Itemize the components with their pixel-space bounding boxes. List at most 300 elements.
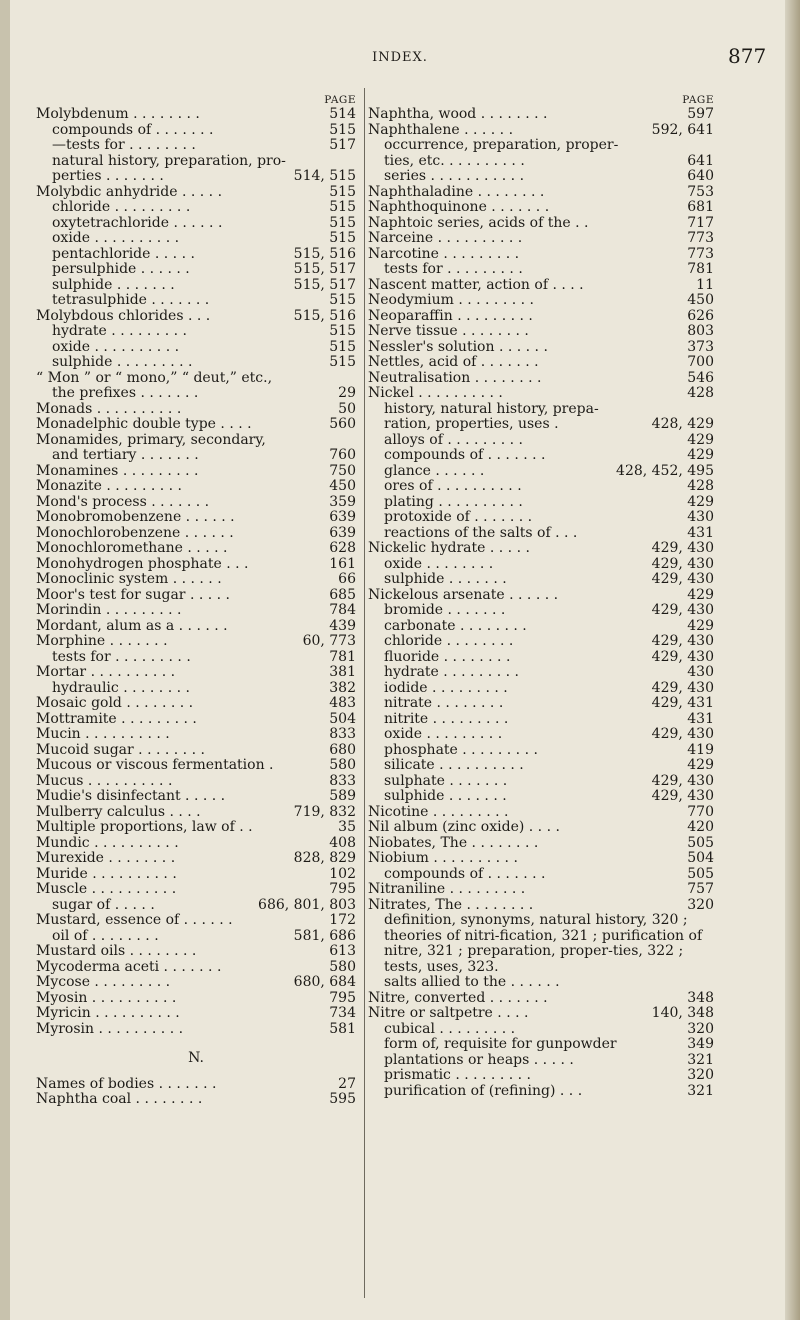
- page-number: 877: [728, 44, 767, 68]
- entry-page-number: 760: [326, 448, 356, 464]
- index-entry: [36, 154, 356, 170]
- entry-page-number: 381: [326, 665, 356, 681]
- index-entry: [368, 634, 714, 650]
- index-entry: [36, 634, 356, 650]
- entry-page-number: 833: [326, 774, 356, 790]
- index-entry: [368, 789, 714, 805]
- entry-text: Mucin . . . . . . . . . .: [36, 726, 170, 742]
- index-entry: [368, 665, 714, 681]
- entry-text: Mordant, alum as a . . . . . .: [36, 617, 228, 634]
- entry-text: Nil album (zinc oxide) . . . .: [368, 819, 560, 835]
- index-entry: [36, 262, 356, 278]
- index-entry: [36, 123, 356, 139]
- entry-page-number: 429, 430: [649, 727, 714, 743]
- entry-page-number: 50: [335, 402, 356, 418]
- entry-page-number: 717: [684, 216, 714, 232]
- entry-text: Neodymium . . . . . . . . .: [368, 292, 534, 308]
- index-entry: [36, 340, 356, 356]
- index-entry: [368, 510, 714, 526]
- entry-text: bromide . . . . . . .: [384, 602, 506, 618]
- index-entry: [368, 1053, 714, 1069]
- entry-page-number: 515, 517: [291, 262, 356, 278]
- index-entry: [36, 169, 356, 185]
- entry-text: oxide . . . . . . . . . .: [52, 230, 180, 246]
- entry-text: Monoclinic system . . . . . .: [36, 571, 222, 587]
- entry-page-number: 770: [684, 805, 714, 821]
- entry-page-number: 431: [684, 526, 714, 542]
- index-entry: [368, 975, 714, 991]
- entry-text: nitrite . . . . . . . . .: [384, 710, 509, 727]
- index-entry: [36, 107, 356, 123]
- entry-page-number: 515: [326, 293, 356, 309]
- index-entry: [36, 324, 356, 340]
- entry-text: Monamines . . . . . . . . .: [36, 462, 199, 479]
- entry-text: occurrence, preparation, proper-: [384, 137, 619, 153]
- section-letter: N.: [188, 1050, 204, 1066]
- entry-page-number: 373: [684, 340, 714, 356]
- entry-page-number: 639: [326, 526, 356, 542]
- entry-page-number: 321: [684, 1084, 714, 1100]
- index-entry: [36, 386, 356, 402]
- entry-page-number: 595: [326, 1092, 356, 1108]
- entry-text: Mundic . . . . . . . . . .: [36, 834, 179, 851]
- entry-page-number: 504: [326, 712, 356, 728]
- entry-page-number: 686, 801, 803: [255, 898, 356, 914]
- index-entry: [36, 882, 356, 898]
- entry-text: Niobates, The . . . . . . . .: [368, 834, 539, 851]
- index-entry: [368, 898, 714, 914]
- entry-page-number: 515, 516: [291, 309, 356, 325]
- entry-page-number: 408: [326, 836, 356, 852]
- entry-page-number: 428, 452, 495: [613, 464, 714, 480]
- right-entries: [368, 107, 714, 913]
- entry-page-number: 685: [326, 588, 356, 604]
- index-entry: [368, 1068, 714, 1084]
- entry-page-number: 639: [326, 510, 356, 526]
- index-entry: [368, 541, 714, 557]
- index-entry: [36, 960, 356, 976]
- entry-page-number: 828, 829: [291, 851, 356, 867]
- index-entry: [36, 944, 356, 960]
- entry-page-number: 773: [684, 247, 714, 263]
- index-entry: [36, 743, 356, 759]
- page-column-heading: PAGE: [324, 94, 356, 106]
- index-entry: [36, 789, 356, 805]
- entry-text: prismatic . . . . . . . . .: [384, 1067, 531, 1083]
- entry-page-number: 781: [684, 262, 714, 278]
- entry-text: the prefixes . . . . . . .: [52, 385, 199, 401]
- entry-text: Narceine . . . . . . . . . .: [368, 230, 523, 246]
- index-entry: [368, 681, 714, 697]
- index-entry: [368, 712, 714, 728]
- index-entry: [36, 650, 356, 666]
- entry-text: Nessler's solution . . . . . .: [368, 338, 548, 355]
- entry-text: Nettles, acid of . . . . . . .: [368, 354, 539, 370]
- entry-text: chloride . . . . . . . .: [384, 633, 514, 649]
- entry-page-number: 66: [335, 572, 356, 588]
- index-entry: [368, 479, 714, 495]
- entry-text: Naphthaladine . . . . . . . .: [368, 183, 545, 200]
- entry-page-number: 750: [326, 464, 356, 480]
- index-entry: [368, 402, 714, 418]
- entry-text: Nitre, converted . . . . . . .: [368, 989, 548, 1006]
- entry-text: oxide . . . . . . . .: [384, 555, 494, 572]
- entry-page-number: 172: [326, 913, 356, 929]
- entry-text: Mucous or viscous fermentation .: [36, 757, 274, 773]
- entry-page-number: 515, 516: [291, 247, 356, 263]
- entry-page-number: 515: [326, 185, 356, 201]
- index-entry: [368, 820, 714, 836]
- entry-text: Mudie's disinfectant . . . . .: [36, 788, 226, 804]
- entry-page-number: 515: [326, 123, 356, 139]
- index-entry: [36, 510, 356, 526]
- entry-text: alloys of . . . . . . . . .: [384, 431, 523, 448]
- index-entry: [368, 851, 714, 867]
- entry-text: sulphate . . . . . . .: [384, 772, 508, 789]
- index-entry: [36, 557, 356, 573]
- entry-text: Naphthoquinone . . . . . . .: [368, 199, 550, 215]
- index-entry: [368, 278, 714, 294]
- entry-page-number: 784: [326, 603, 356, 619]
- entry-text: Nitraniline . . . . . . . . .: [368, 881, 526, 897]
- index-entry: [368, 495, 714, 511]
- entry-text: Nerve tissue . . . . . . . .: [368, 323, 529, 339]
- entry-page-number: 429, 430: [649, 603, 714, 619]
- entry-page-number: 450: [326, 479, 356, 495]
- entry-text: Mycose . . . . . . . . .: [36, 974, 171, 990]
- page-edge-left: [0, 0, 10, 1320]
- entry-text: Molybdic anhydride . . . . .: [36, 183, 223, 200]
- entry-text: Mucoid sugar . . . . . . . .: [36, 741, 205, 758]
- entry-text: Monochloromethane . . . . .: [36, 540, 228, 556]
- entry-page-number: 320: [684, 1022, 714, 1038]
- index-entry: [36, 696, 356, 712]
- index-entry: [36, 185, 356, 201]
- entry-page-number: 781: [326, 650, 356, 666]
- entry-text: tests for . . . . . . . . .: [384, 261, 523, 277]
- index-entry: [36, 681, 356, 697]
- entry-text: glance . . . . . .: [384, 462, 485, 479]
- entry-page-number: 431: [684, 712, 714, 728]
- entry-page-number: 320: [684, 1068, 714, 1084]
- index-entry: [368, 758, 714, 774]
- index-entry: [36, 479, 356, 495]
- entry-text: compounds of . . . . . . .: [384, 447, 546, 463]
- index-entry: [36, 913, 356, 929]
- entry-page-number: 11: [693, 278, 714, 294]
- entry-text: perties . . . . . . .: [52, 168, 164, 184]
- index-entry: [368, 882, 714, 898]
- index-entry: [36, 588, 356, 604]
- entry-page-number: 589: [326, 789, 356, 805]
- entry-text: Molybdous chlorides . . .: [36, 307, 211, 324]
- entry-text: natural history, preparation, pro-: [52, 152, 286, 169]
- entry-page-number: 428: [684, 479, 714, 495]
- entry-text: Morphine . . . . . . .: [36, 633, 168, 649]
- entry-page-number: 680, 684: [291, 975, 356, 991]
- entry-page-number: 626: [684, 309, 714, 325]
- entry-page-number: 428, 429: [649, 417, 714, 433]
- entry-text: Names of bodies . . . . . . .: [36, 1075, 217, 1092]
- index-entry: [368, 1037, 714, 1053]
- entry-text: Morindin . . . . . . . . .: [36, 602, 182, 618]
- entry-text: hydraulic . . . . . . . .: [52, 679, 190, 696]
- entry-page-number: 581: [326, 1022, 356, 1038]
- entry-text: Monamides, primary, secondary,: [36, 431, 266, 448]
- index-entry: [368, 1084, 714, 1100]
- index-entry: [368, 433, 714, 449]
- entry-text: Niobium . . . . . . . . . .: [368, 850, 518, 866]
- index-entry: [368, 247, 714, 263]
- entry-page-number: 505: [684, 836, 714, 852]
- entry-page-number: 320: [684, 898, 714, 914]
- entry-page-number: 419: [684, 743, 714, 759]
- index-entry: [368, 216, 714, 232]
- entry-text: persulphide . . . . . .: [52, 261, 190, 277]
- left-entries: [36, 107, 356, 1037]
- index-entry: [368, 572, 714, 588]
- entry-page-number: 757: [684, 882, 714, 898]
- index-entry: [368, 619, 714, 635]
- entry-text: Naphthalene . . . . . .: [368, 121, 514, 138]
- entry-page-number: 753: [684, 185, 714, 201]
- index-entry: [368, 123, 714, 139]
- entry-page-number: 429, 430: [649, 774, 714, 790]
- page-edge-right: [785, 0, 800, 1320]
- entry-text: sulphide . . . . . . .: [52, 276, 175, 293]
- entry-text: history, natural history, prepa-: [384, 400, 599, 417]
- nitrates-paragraph: definition, synonyms, natural history, 320 ; theories of nitri-fication, 321 ; purification of nitre, 321 ; preparation, proper-ties, 322 ; tests, uses, 323.: [384, 912, 703, 975]
- entry-page-number: 349: [684, 1037, 714, 1053]
- entry-page-number: 429, 430: [649, 541, 714, 557]
- entry-text: sulphide . . . . . . .: [384, 571, 507, 587]
- index-entry: [368, 169, 714, 185]
- index-entry: [368, 185, 714, 201]
- entry-page-number: 429, 431: [649, 696, 714, 712]
- index-entry: [368, 805, 714, 821]
- index-entry: [36, 371, 356, 387]
- index-entry: [368, 355, 714, 371]
- entry-page-number: 514: [326, 107, 356, 123]
- index-entry: [368, 464, 714, 480]
- entry-text: nitrate . . . . . . . .: [384, 695, 504, 711]
- entry-text: chloride . . . . . . . . .: [52, 199, 191, 215]
- entry-text: sugar of . . . . .: [52, 896, 155, 913]
- entry-text: series . . . . . . . . . . .: [384, 168, 525, 184]
- entry-text: Mortar . . . . . . . . . .: [36, 664, 176, 680]
- index-entry: [36, 820, 356, 836]
- index-entry: [36, 355, 356, 371]
- right-column: [368, 93, 714, 1099]
- entry-text: oxytetrachloride . . . . . .: [52, 214, 223, 231]
- entry-page-number: 515: [326, 355, 356, 371]
- entry-page-number: 429, 430: [649, 572, 714, 588]
- index-entry: [36, 758, 356, 774]
- index-entry: [368, 340, 714, 356]
- index-entry: [368, 836, 714, 852]
- index-entry: [368, 991, 714, 1007]
- entry-page-number: 795: [326, 882, 356, 898]
- index-entry: [36, 805, 356, 821]
- entry-page-number: 429: [684, 758, 714, 774]
- entry-page-number: 483: [326, 696, 356, 712]
- index-entry: [36, 200, 356, 216]
- index-entry: [368, 262, 714, 278]
- entry-page-number: 429, 430: [649, 789, 714, 805]
- index-entry: [36, 293, 356, 309]
- index-entry: [368, 231, 714, 247]
- entry-text: reactions of the salts of . . .: [384, 524, 578, 541]
- index-entry: [36, 929, 356, 945]
- entry-page-number: 517: [326, 138, 356, 154]
- entry-text: Nitrates, The . . . . . . . .: [368, 896, 534, 913]
- entry-text: —tests for . . . . . . . .: [52, 137, 196, 153]
- entry-text: sulphide . . . . . . .: [384, 788, 507, 804]
- entry-page-number: 439: [326, 619, 356, 635]
- entry-text: Nicotine . . . . . . . . .: [368, 803, 509, 820]
- index-entry: [36, 991, 356, 1007]
- entry-page-number: 681: [684, 200, 714, 216]
- entry-page-number: 429: [684, 495, 714, 511]
- index-entry: [368, 386, 714, 402]
- entry-page-number: 773: [684, 231, 714, 247]
- entry-page-number: 515: [326, 200, 356, 216]
- index-entry: [36, 448, 356, 464]
- entry-page-number: 420: [684, 820, 714, 836]
- entry-page-number: 348: [684, 991, 714, 1007]
- index-entry: [36, 1022, 356, 1038]
- entry-text: Nascent matter, action of . . . .: [368, 276, 584, 293]
- entry-text: Naphtoic series, acids of the . .: [368, 214, 589, 231]
- entry-page-number: 560: [326, 417, 356, 433]
- index-entry: [368, 867, 714, 883]
- entry-text: Murexide . . . . . . . .: [36, 850, 176, 866]
- entry-text: salts allied to the . . . . . .: [384, 974, 560, 990]
- entry-text: hydrate . . . . . . . . .: [52, 323, 187, 339]
- entry-text: Myrosin . . . . . . . . . .: [36, 1020, 184, 1037]
- index-entry: [36, 1077, 356, 1093]
- entry-page-number: 429, 430: [649, 681, 714, 697]
- entry-text: Nickelous arsenate . . . . . .: [368, 586, 559, 603]
- entry-page-number: 504: [684, 851, 714, 867]
- page-column-heading: PAGE: [682, 94, 714, 106]
- entry-text: Monohydrogen phosphate . . .: [36, 555, 249, 572]
- entry-text: and tertiary . . . . . . .: [52, 447, 199, 463]
- entry-page-number: 505: [684, 867, 714, 883]
- index-entry: [368, 417, 714, 433]
- entry-page-number: 60, 773: [300, 634, 356, 650]
- index-entry: [36, 712, 356, 728]
- index-entry: [368, 107, 714, 123]
- entry-page-number: 515: [326, 231, 356, 247]
- index-entry: [368, 696, 714, 712]
- entry-text: Muscle . . . . . . . . . .: [36, 881, 177, 897]
- entry-text: hydrate . . . . . . . . .: [384, 664, 519, 680]
- entry-page-number: 450: [684, 293, 714, 309]
- entry-text: plating . . . . . . . . . .: [384, 493, 523, 510]
- index-entry: [36, 526, 356, 542]
- index-entry: [368, 1006, 714, 1022]
- entry-text: Moor's test for sugar . . . . .: [36, 586, 230, 603]
- entry-page-number: 429: [684, 448, 714, 464]
- entry-page-number: 833: [326, 727, 356, 743]
- entry-text: Multiple proportions, law of . .: [36, 819, 253, 835]
- entry-page-number: 515: [326, 324, 356, 340]
- entry-page-number: 429, 430: [649, 557, 714, 573]
- index-entry: [36, 665, 356, 681]
- entry-text: Narcotine . . . . . . . . .: [368, 245, 520, 262]
- entry-text: Myosin . . . . . . . . . .: [36, 989, 177, 1006]
- entry-text: plantations or heaps . . . . .: [384, 1051, 574, 1068]
- entry-text: purification of (refining) . . .: [384, 1082, 583, 1099]
- entry-text: pentachloride . . . . .: [52, 245, 195, 262]
- entry-page-number: 734: [326, 1006, 356, 1022]
- index-entry: [368, 293, 714, 309]
- entry-text: compounds of . . . . . . .: [52, 121, 214, 138]
- index-entry: [36, 867, 356, 883]
- entry-text: “ Mon ” or “ mono,” “ deut,” etc.,: [36, 369, 273, 386]
- entry-page-number: 359: [326, 495, 356, 511]
- entry-text: oxide . . . . . . . . . .: [52, 338, 180, 355]
- entry-text: phosphate . . . . . . . . .: [384, 741, 538, 758]
- entry-page-number: 700: [684, 355, 714, 371]
- index-entry: [368, 371, 714, 387]
- index-entry: [368, 138, 714, 154]
- entry-text: Monadelphic double type . . . .: [36, 416, 252, 432]
- entry-page-number: 581, 686: [291, 929, 356, 945]
- entry-text: silicate . . . . . . . . . .: [384, 757, 524, 773]
- index-entry: [368, 557, 714, 573]
- index-entry: [36, 402, 356, 418]
- index-entry: [36, 1092, 356, 1108]
- entry-text: Mond's process . . . . . . .: [36, 493, 210, 510]
- entry-text: Mustard oils . . . . . . . .: [36, 943, 197, 959]
- entry-page-number: 514, 515: [291, 169, 356, 185]
- index-entry: [36, 464, 356, 480]
- index-entry: [36, 898, 356, 914]
- entry-text: Monobromobenzene . . . . . .: [36, 509, 235, 525]
- entry-text: Molybdenum . . . . . . . .: [36, 106, 200, 122]
- entry-text: Mosaic gold . . . . . . . .: [36, 695, 194, 711]
- entry-text: tests for . . . . . . . . .: [52, 648, 191, 665]
- entry-text: Naphtha, wood . . . . . . . .: [368, 106, 548, 122]
- index-entry: [36, 727, 356, 743]
- index-entry: [368, 154, 714, 170]
- entry-page-number: 795: [326, 991, 356, 1007]
- entry-page-number: 515, 517: [291, 278, 356, 294]
- entry-page-number: 430: [684, 510, 714, 526]
- entry-page-number: 429: [684, 433, 714, 449]
- index-entry: [36, 619, 356, 635]
- index-entry: [36, 433, 356, 449]
- entry-page-number: 719, 832: [291, 805, 356, 821]
- entry-text: Nickelic hydrate . . . . .: [368, 540, 530, 556]
- right-entries-after: [368, 975, 714, 1099]
- index-entry: [36, 603, 356, 619]
- index-entry: [36, 975, 356, 991]
- index-entry: [36, 836, 356, 852]
- index-entry: [36, 851, 356, 867]
- index-entry: [368, 309, 714, 325]
- entry-text: Mottramite . . . . . . . . .: [36, 710, 197, 727]
- entry-text: Mustard, essence of . . . . . .: [36, 912, 233, 928]
- entry-text: form of, requisite for gunpowder: [384, 1036, 617, 1052]
- left-column: [36, 93, 356, 1108]
- entry-page-number: 161: [326, 557, 356, 573]
- entry-page-number: 429: [684, 619, 714, 635]
- index-entry: [36, 278, 356, 294]
- entry-text: protoxide of . . . . . . .: [384, 509, 533, 525]
